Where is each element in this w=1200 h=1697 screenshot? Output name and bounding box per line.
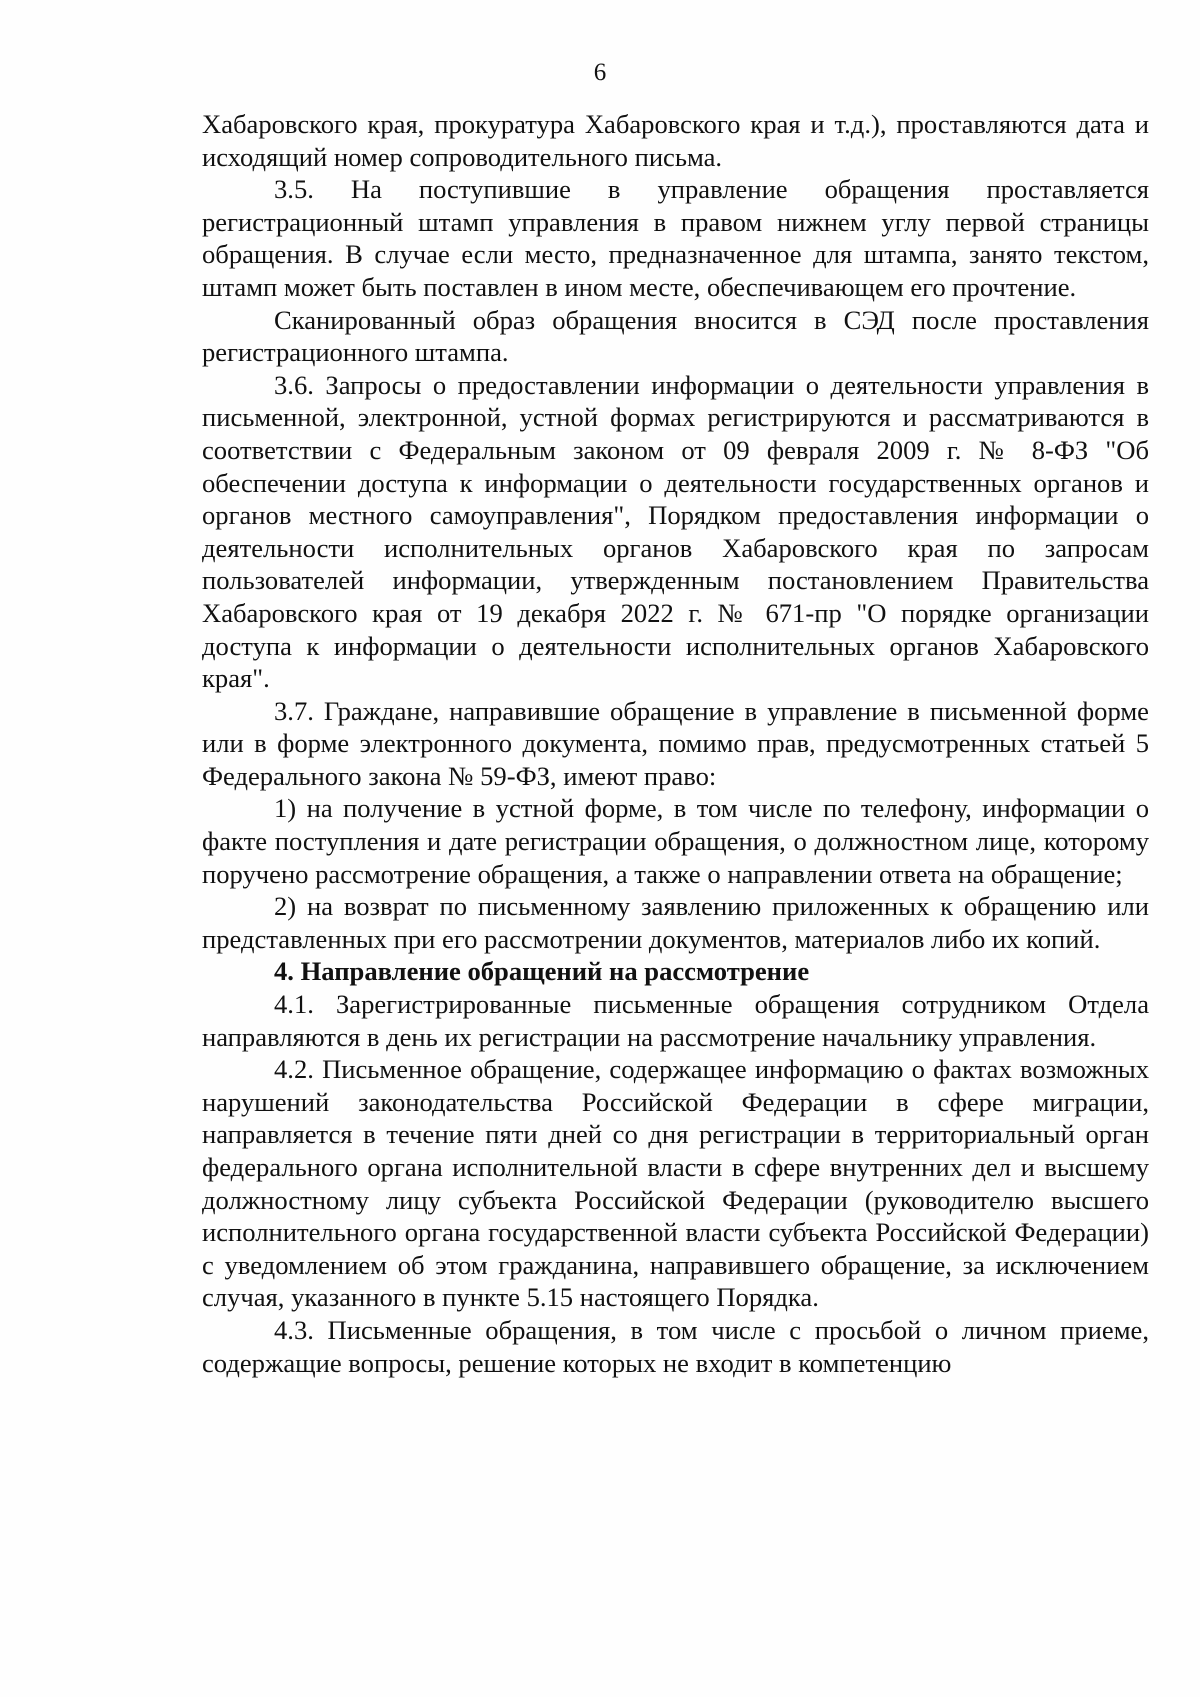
paragraph-continuation: Хабаровского края, прокуратура Хабаровского края и т.д.), проставляются дата и исходящий номер сопроводительного письма. bbox=[202, 109, 1149, 172]
paragraph-scanned-image: Сканированный образ обращения вносится в СЭД после проставления регистрационного штампа. bbox=[202, 304, 1149, 368]
paragraph-4-3: 4.3. Письменные обращения, в том числе с просьбой о личном приеме, содержащие вопросы, решение которых не входит в компетенцию bbox=[202, 1314, 1149, 1378]
paragraph-3-7-item-2: 2) на возврат по письменному заявлению приложенных к обращению или представленных при его рассмотрении документов, материалов либо их копий. bbox=[202, 891, 1149, 954]
paragraph-3-7-item-1: 1) на получение в устной форме, в том числе по телефону, информации о факте поступления и дате регистрации обращения, о должностном лице, которому поручено рассмотрение обращения, а также о направлении ответа на обращение; bbox=[202, 793, 1149, 889]
paragraph-4-2: 4.2. Письменное обращение, содержащее информацию о фактах возможных нарушений законодательства Российской Федерации в сфере миграции, направляется в течение пяти дней со дня регистрации в территориальный орган федерального органа исполнительной власти в сфере внутренних дел и высшему должностному лицу субъекта Российской Федерации (руководителю высшего исполнительного органа государственной власти субъекта Российской Федерации) с уведомлением об этом гражданина, направившего обращение, за исключением случая, указанного в пункте 5.15 настоящего Порядка. bbox=[202, 1054, 1149, 1313]
document-body bbox=[202, 108, 1149, 1379]
section-heading-4: 4. Направление обращений на рассмотрение bbox=[274, 956, 810, 987]
paragraph-3-6: 3.6. Запросы о предоставлении информации о деятельности управления в письменной, электронной, устной формах регистрируются и рассматриваются в соответствии с Федеральным законом от 09 февраля 2009 г. № 8-ФЗ "Об обеспечении доступа к информации о деятельности государственных органов и органов местного самоуправления", Порядком предоставления информации о деятельности исполнительных органов Хабаровского края по запросам пользователей информации, утвержденным постановлением Правительства Хабаровского края от 19 декабря 2022 г. № 671-пр "О порядке организации доступа к информации о деятельности исполнительных органов Хабаровского края". bbox=[202, 369, 1149, 694]
page-number: 6 bbox=[593, 59, 607, 86]
paragraph-3-5: 3.5. На поступившие в управление обращения проставляется регистрационный штамп управления в правом нижнем углу первой страницы обращения. В случае если место, предназначенное для штампа, занято текстом, штамп может быть поставлен в ином месте, обеспечивающем его прочтение. bbox=[202, 174, 1149, 302]
paragraph-4-1: 4.1. Зарегистрированные письменные обращения сотрудником Отдела направляются в день их регистрации на рассмотрение начальнику управления. bbox=[202, 989, 1149, 1052]
paragraph-3-7: 3.7. Граждане, направившие обращение в управление в письменной форме или в форме электронного документа, помимо прав, предусмотренных статьей 5 Федерального закона № 59-ФЗ, имеют право: bbox=[202, 695, 1149, 791]
